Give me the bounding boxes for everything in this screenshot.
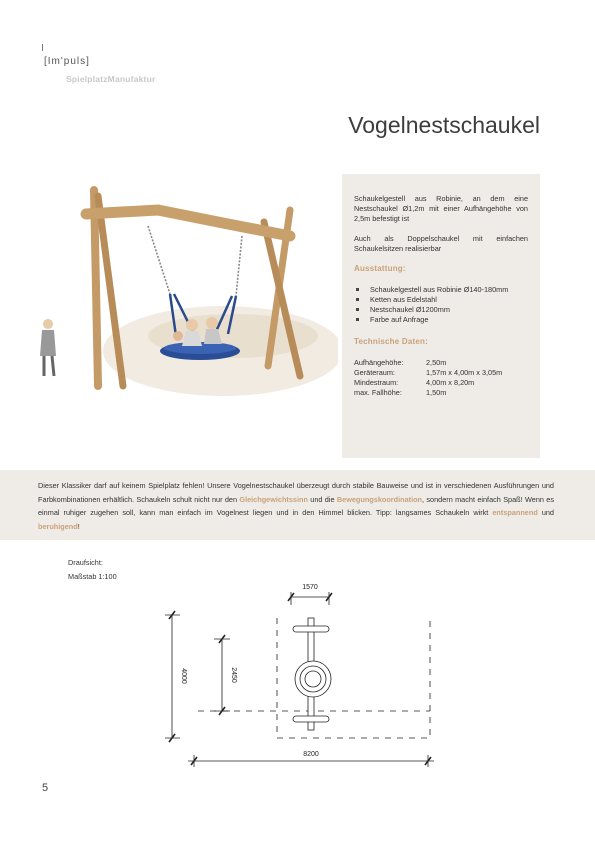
- brand-subtitle: SpielplatzManufaktur: [66, 74, 156, 84]
- tech-value: 1,57m x 4,00m x 3,05m: [426, 368, 503, 377]
- description-segment: Dieser Klassiker darf auf keinem Spielplatz fehlen! Unsere Vogelnestschaukel überzeugt durch stabile Bauweise und ist in verschiedenen Ausführungen und Farbkombinationen erhältlich. Schaukeln schult nicht nur den: [38, 481, 554, 504]
- description-segment: und die: [307, 494, 337, 504]
- equipment-list: [354, 285, 528, 325]
- product-intro: Schaukelgestell aus Robinie, an dem eine Nestschaukel Ø1,2m mit einer Aufhängehöhe von 2,5m befestigt ist: [354, 194, 528, 223]
- tech-value: 1,50m: [426, 388, 447, 397]
- dimension-left-inner: 2450: [230, 667, 237, 683]
- description-band: [0, 470, 595, 540]
- page-title: Vogelnestschaukel: [348, 112, 540, 138]
- tech-label: max. Fallhöhe:: [354, 388, 402, 397]
- tech-row: [354, 388, 528, 398]
- top-view-plan-drawing: [150, 575, 450, 775]
- drawing-view-label: Draufsicht:: [68, 558, 103, 567]
- description-segment: und: [537, 508, 554, 517]
- tech-value: 2,50m: [426, 358, 447, 367]
- highlight-term: entspannend: [492, 508, 538, 517]
- tech-label: Aufhängehöhe:: [354, 358, 404, 367]
- description-segment: !: [77, 521, 80, 531]
- dimension-top: 1570: [302, 584, 318, 591]
- highlight-term: beruhigend: [38, 521, 78, 531]
- highlight-term: Gleichgewichtssinn: [239, 494, 308, 504]
- tech-row: [354, 358, 528, 368]
- dimension-left-outer: 4000: [180, 668, 187, 684]
- highlight-term: Bewegungskoordination: [336, 494, 423, 504]
- equipment-item: Schaukelgestell aus Robinie Ø140-180mm: [354, 285, 528, 295]
- equipment-item: Ketten aus Edelstahl: [354, 295, 528, 305]
- drawing-caption: [68, 556, 117, 584]
- description-text: [38, 479, 554, 533]
- equipment-item: Nestschaukel Ø1200mm: [354, 305, 528, 315]
- description-segment: , sondern macht einfach Spaß! Wenn es einmal ruhiger zugehen soll, kann man einfach im Vogelnest liegen und in den Himmel blicken. Tipp: langsames Schaukeln wirkt: [38, 494, 554, 517]
- equipment-item: Farbe auf Anfrage: [354, 315, 528, 325]
- brand-tick: [42, 44, 43, 51]
- page-number: 5: [42, 782, 49, 794]
- equipment-heading: Ausstattung:: [354, 264, 406, 273]
- tech-label: Mindestraum:: [354, 378, 399, 387]
- dimension-bottom: 8200: [303, 751, 319, 758]
- product-info-box: [342, 174, 540, 458]
- product-variant-note: Auch als Doppelschaukel mit einfachen Schaukelsitzen realisierbar: [354, 234, 528, 253]
- tech-heading: Technische Daten:: [354, 337, 428, 346]
- tech-row: [354, 378, 528, 388]
- brand-logo-text: [Im'puls]: [44, 56, 90, 67]
- tech-row: [354, 368, 528, 378]
- tech-value: 4,00m x 8,20m: [426, 378, 475, 387]
- tech-label: Geräteraum:: [354, 368, 395, 377]
- drawing-scale-label: Maßstab 1:100: [68, 572, 117, 581]
- swing-illustration: [28, 176, 338, 410]
